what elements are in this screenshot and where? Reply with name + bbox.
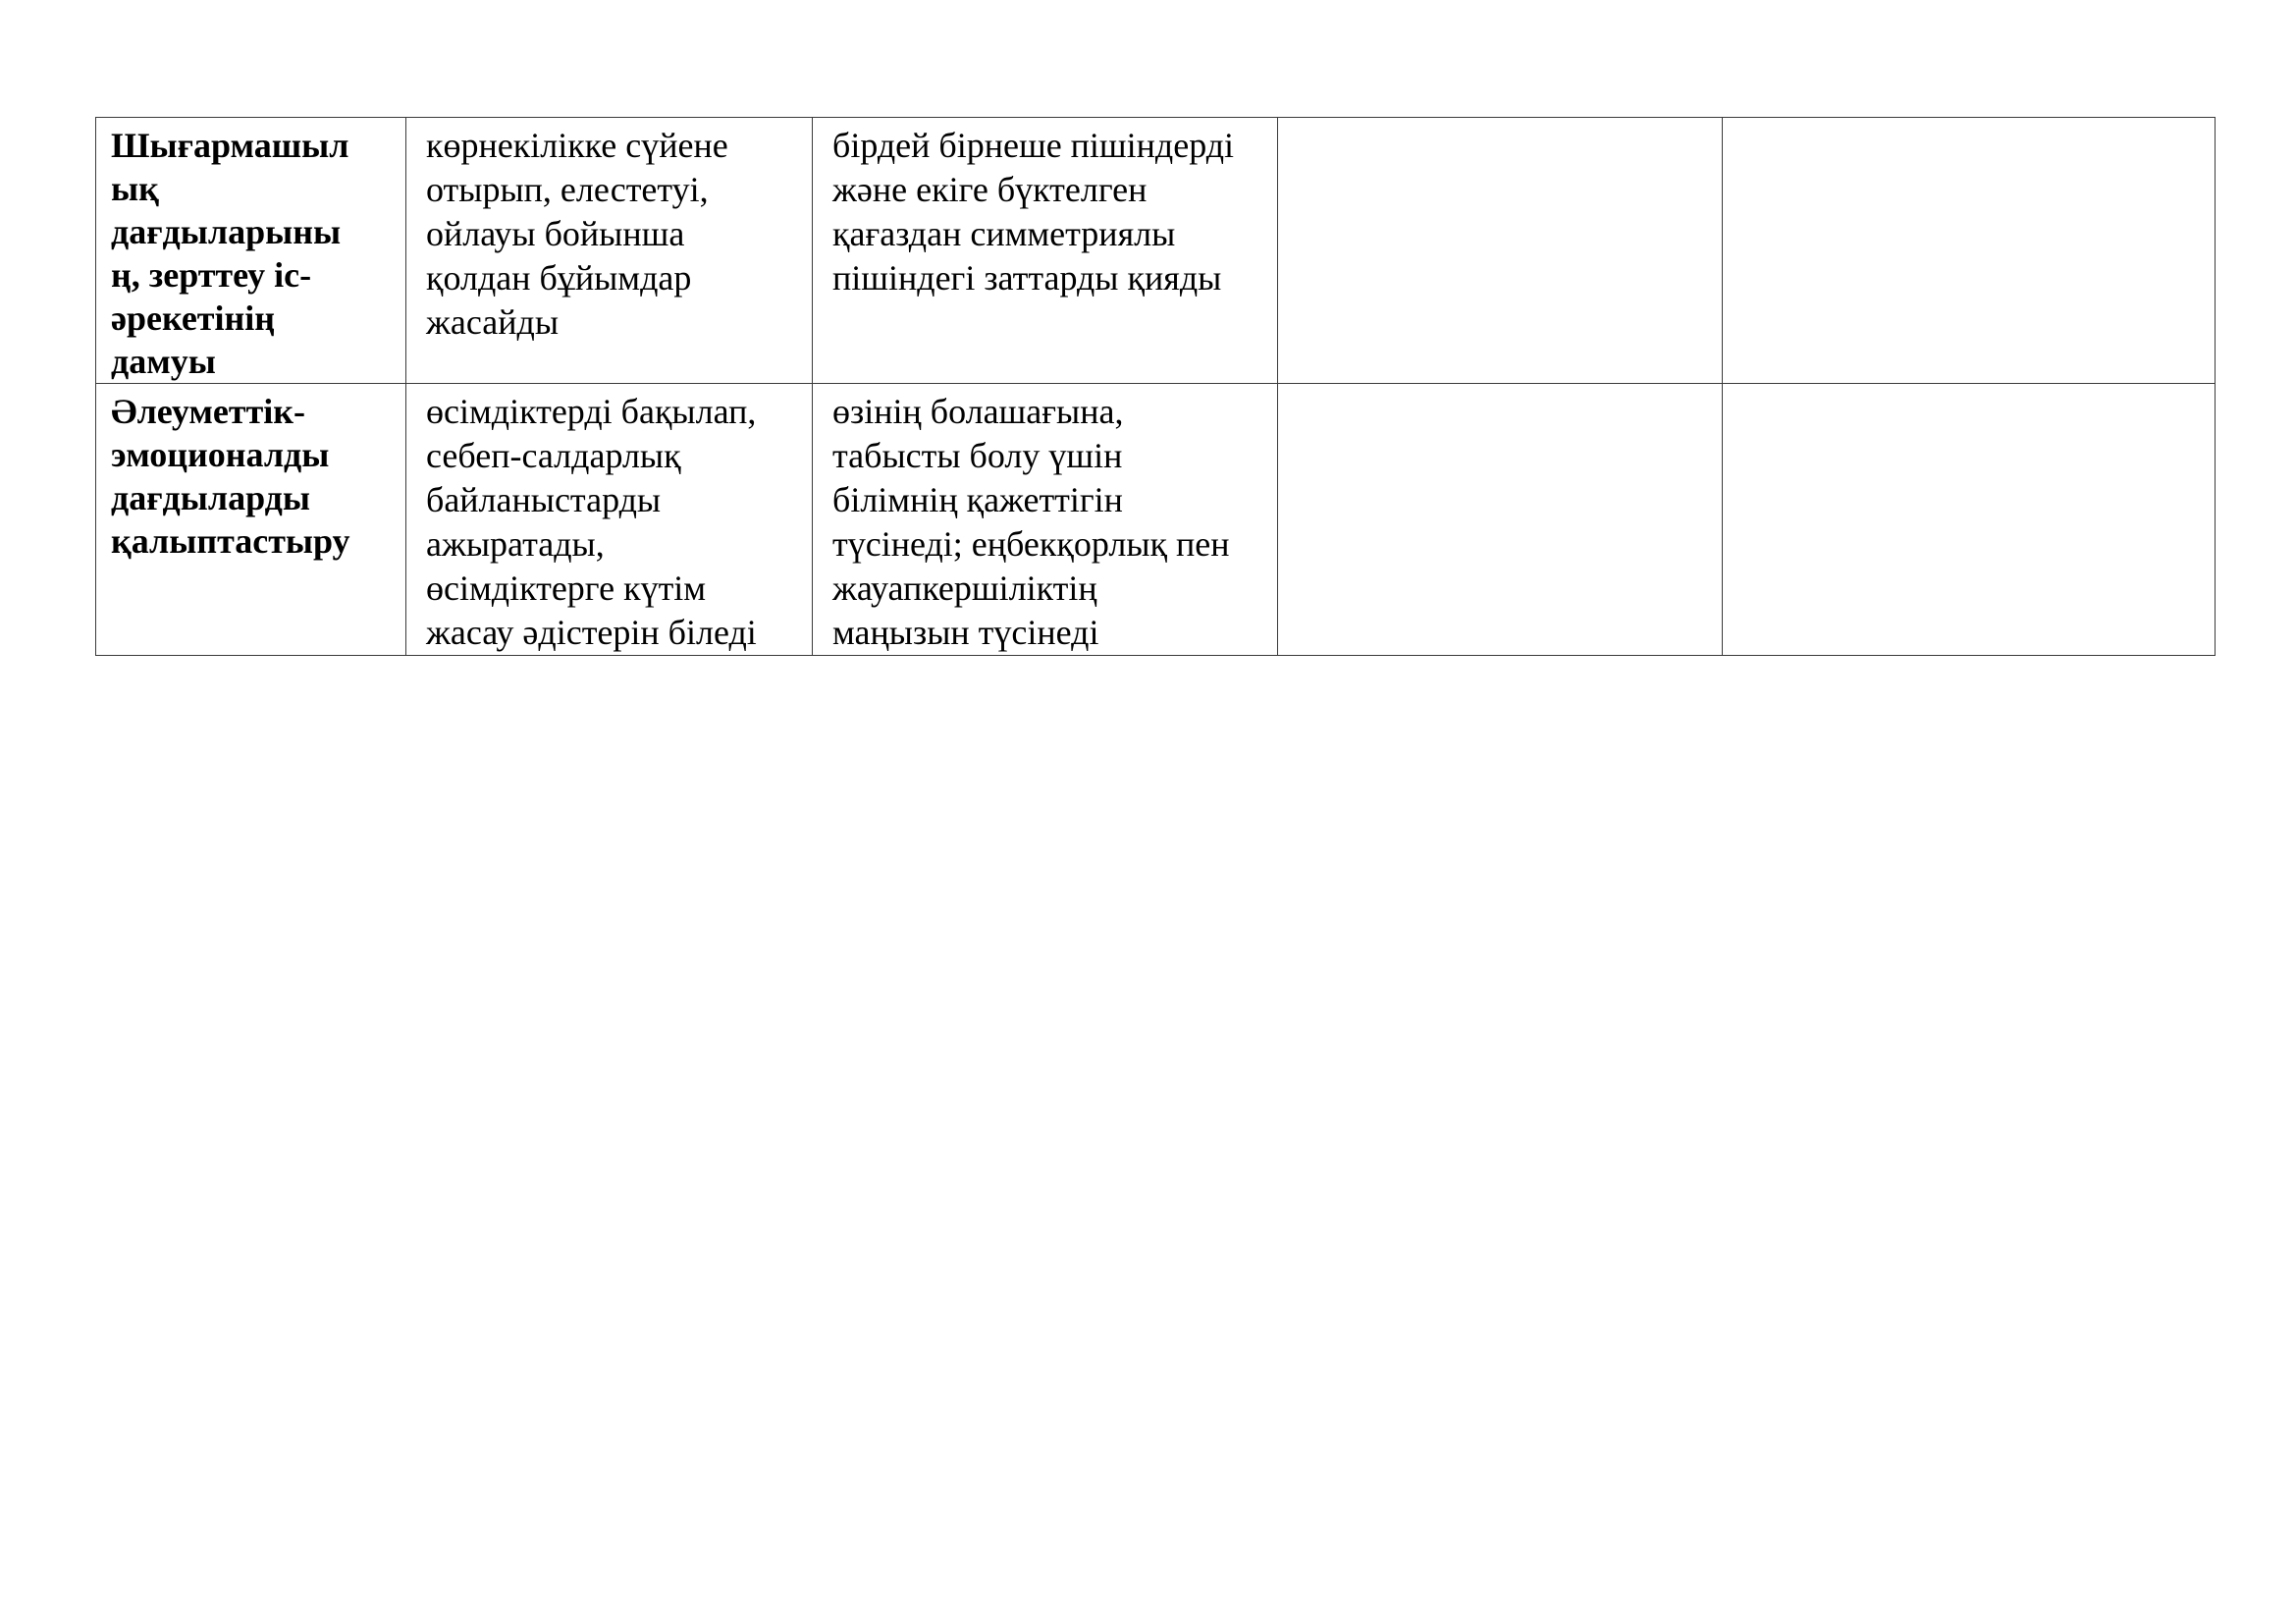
text-line: ойлауы бойынша [426,214,685,253]
text-line: пішіндегі заттарды қияды [832,258,1222,298]
text-line: қағаздан симметриялы [832,214,1176,253]
text-line: жасау әдістерін біледі [426,613,757,652]
skill-outcome-cell [813,384,1278,656]
text-line: табысты болу үшін [832,436,1123,475]
text-line: өсімдіктерге күтім [426,568,707,608]
text-line: байланыстарды [426,480,662,519]
category-cell [96,118,406,384]
category-line: ң, зерттеу іс- [111,255,312,295]
category-line: Әлеуметтік- [111,392,305,431]
text-line: қолдан бұйымдар [426,258,692,298]
category-line: дағдыларыны [111,212,342,251]
text-line: көрнекілікке сүйене [426,126,728,165]
text-line: түсінеді; еңбекқорлық пен [832,524,1230,564]
text-line: өсімдіктерді бақылап, [426,392,757,431]
category-line: ық [111,169,159,208]
text-line: ажыратады, [426,524,605,564]
text-line: өзінің болашағына, [832,392,1124,431]
table-row [96,118,2216,384]
text-line: бірдей бірнеше пішіндерді [832,126,1235,165]
text-line: жауапкершіліктің [832,568,1097,608]
category-line: эмоционалды [111,435,330,474]
category-cell [96,384,406,656]
skill-description-cell [406,384,813,656]
assessment-table [95,117,2216,656]
text-line: маңызын түсінеді [832,613,1099,652]
skill-outcome-cell [813,118,1278,384]
empty-cell [1723,384,2216,656]
skill-description-cell [406,118,813,384]
text-line: отырып, елестетуі, [426,170,709,209]
text-line: және екіге бүктелген [832,170,1148,209]
empty-cell [1278,118,1723,384]
category-line: дамуы [111,342,216,381]
category-line: Шығармашыл [111,126,349,165]
text-line: себеп-салдарлық [426,436,681,475]
category-line: қалыптастыру [111,521,350,561]
category-line: әрекетінің [111,298,275,338]
text-line: жасайды [426,302,560,342]
table-row [96,384,2216,656]
empty-cell [1723,118,2216,384]
category-line: дағдыларды [111,478,310,517]
text-line: білімнің қажеттігін [832,480,1123,519]
empty-cell [1278,384,1723,656]
